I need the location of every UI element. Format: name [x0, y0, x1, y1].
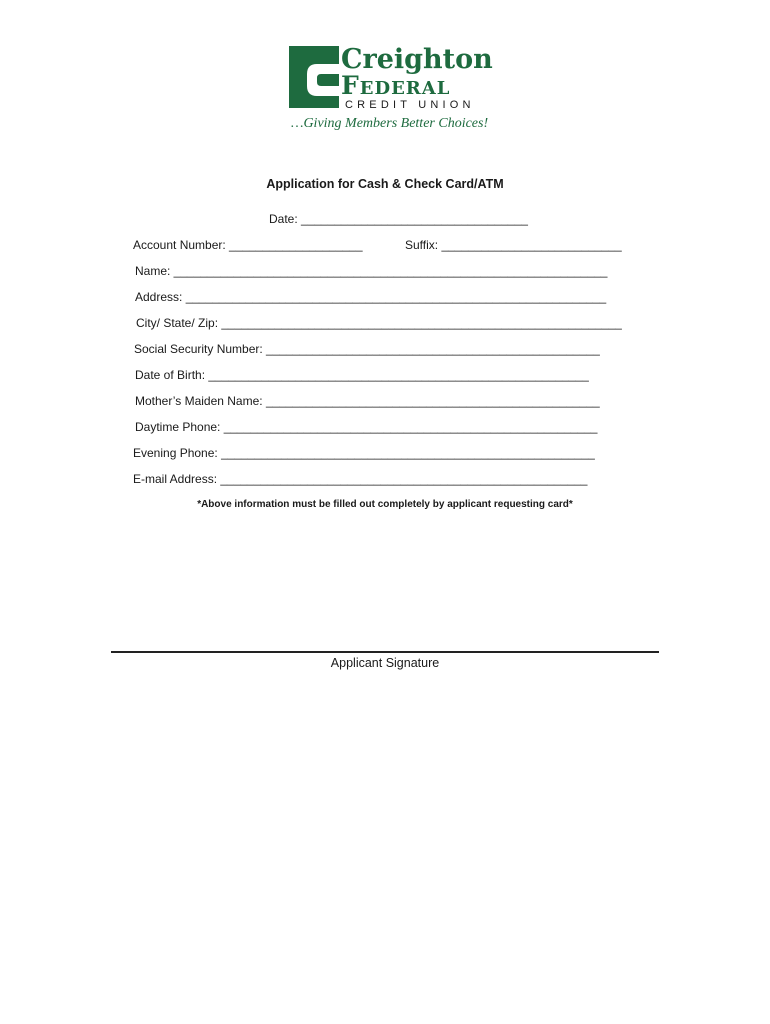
maiden-name-field[interactable]: Mother’s Maiden Name: __________________________________________________	[135, 394, 600, 408]
logo-word-creighton: Creighton	[341, 44, 493, 75]
email-address-field[interactable]: E-mail Address: _______________________________________________________	[133, 472, 588, 486]
logo-tagline: …Giving Members Better Choices!	[291, 116, 489, 131]
account-number-field[interactable]: Account Number: ____________________	[133, 238, 363, 252]
address-field[interactable]: Address: _______________________________________________________________	[135, 290, 607, 304]
daytime-phone-field[interactable]: Daytime Phone: ________________________________________________________	[135, 420, 598, 434]
logo-subtitle: CREDIT UNION	[345, 99, 475, 111]
logo-mark-icon	[289, 46, 339, 108]
evening-phone-field[interactable]: Evening Phone: ________________________________________________________	[133, 446, 595, 460]
suffix-field[interactable]: Suffix: ___________________________	[405, 238, 622, 252]
required-notice: *Above information must be filled out completely by applicant requesting card*	[197, 499, 573, 510]
form-title: Application for Cash & Check Card/ATM	[266, 177, 504, 191]
ssn-field[interactable]: Social Security Number: __________________________________________________	[134, 342, 600, 356]
creighton-federal-logo	[289, 44, 499, 136]
logo-word-federal: Federal	[341, 71, 451, 100]
city-state-zip-field[interactable]: City/ State/ Zip: ____________________________________________________________	[136, 316, 622, 330]
signature-label: Applicant Signature	[330, 656, 440, 670]
signature-line[interactable]	[111, 651, 659, 653]
date-field[interactable]: Date: __________________________________	[269, 212, 528, 226]
date-of-birth-field[interactable]: Date of Birth: _________________________________________________________	[135, 368, 589, 382]
name-field[interactable]: Name: _________________________________________________________________	[135, 264, 608, 278]
